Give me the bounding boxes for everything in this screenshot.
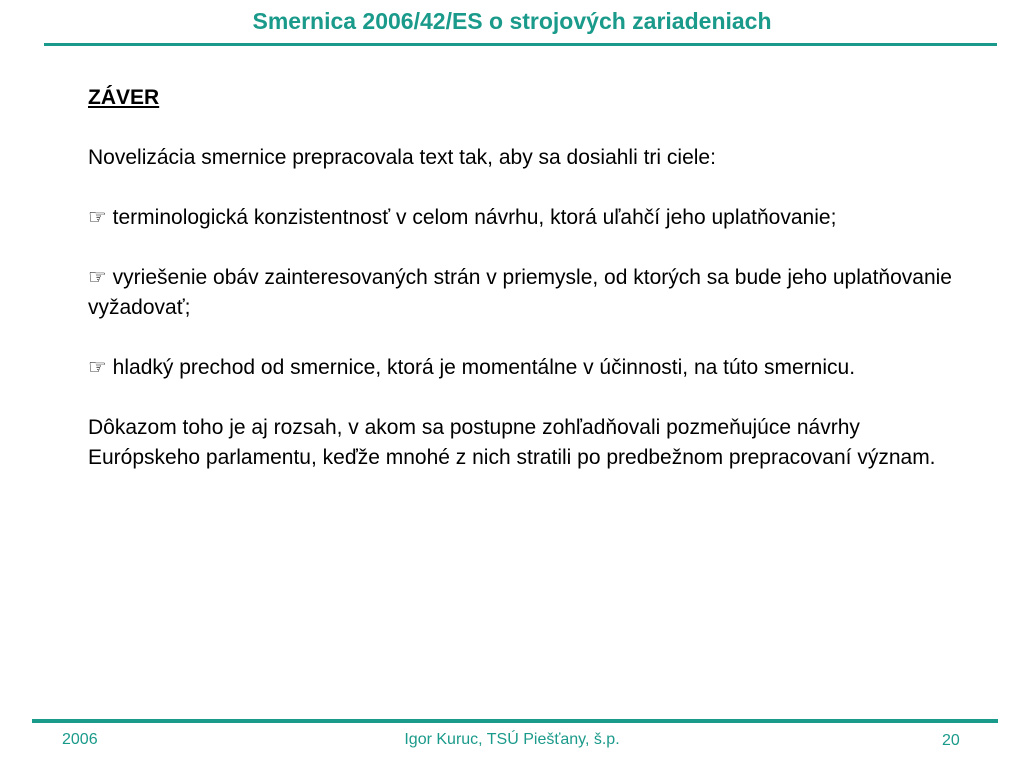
header-divider	[44, 43, 997, 46]
bullet-text: terminologická konzistentnosť v celom návrhu, ktorá uľahčí jeho uplatňovanie;	[112, 206, 837, 229]
footer-divider	[32, 719, 998, 723]
pointing-hand-icon: ☞	[88, 266, 107, 289]
bullet-text: vyriešenie obáv zainteresovaných strán v priemysle, od ktorých sa bude jeho uplatňovanie vyžadovať;	[88, 266, 952, 319]
bullet-text: hladký prechod od smernice, ktorá je momentálne v účinnosti, na túto smernicu.	[112, 356, 856, 379]
footer-author: Igor Kuruc, TSÚ Piešťany, š.p.	[404, 731, 620, 748]
footer-year: 2006	[62, 731, 98, 748]
intro-text: Novelizácia smernice prepracovala text tak, aby sa dosiahli tri ciele:	[88, 146, 716, 169]
bullet-item-3	[88, 353, 968, 383]
section-heading: ZÁVER	[88, 86, 160, 109]
conclusion-text: Dôkazom toho je aj rozsah, v akom sa postupne zohľadňovali pozmeňujúce návrhy Európskeho parlamentu, keďže mnohé z nich stratili po predbežnom prepracovaní význam.	[88, 416, 936, 469]
bullet-item-2	[88, 263, 968, 323]
bullet-item-1	[88, 203, 968, 233]
pointing-hand-icon: ☞	[88, 206, 107, 229]
slide-title: Smernica 2006/42/ES o strojových zariadeniach	[252, 8, 772, 34]
page-number: 20	[942, 732, 960, 749]
slide-content	[88, 83, 968, 473]
pointing-hand-icon: ☞	[88, 356, 107, 379]
